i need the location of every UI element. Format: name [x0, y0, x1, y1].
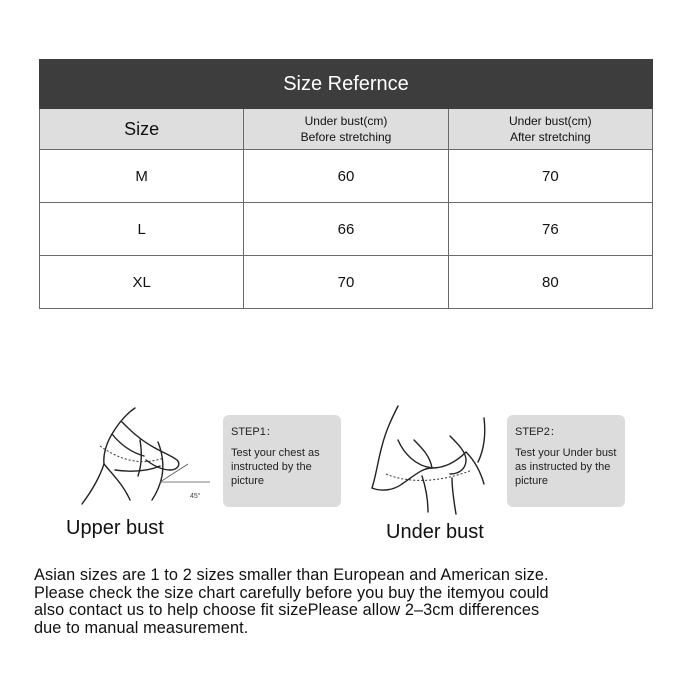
- upper-bust-label: Upper bust: [66, 517, 164, 539]
- cell-size: XL: [40, 256, 244, 309]
- header-after-stretching: [448, 109, 652, 150]
- angle-label: 45°: [190, 493, 201, 500]
- header-before-stretching: [244, 109, 448, 150]
- note-line-2: Please check the size chart carefully before you buy the itemyou could: [34, 583, 549, 602]
- note-line-4: due to manual measurement.: [34, 618, 249, 637]
- note-line-3: also contact us to help choose fit sizePlease allow 2–3cm differences: [34, 601, 540, 619]
- under-bust-illustration: [362, 400, 512, 520]
- step1-title: STEP1：: [231, 426, 277, 438]
- table-title-row: [40, 60, 653, 109]
- cell-size: M: [40, 150, 244, 203]
- table-row: [40, 150, 653, 203]
- table-row: [40, 256, 653, 309]
- header-after-line1: Under bust(cm): [508, 114, 592, 128]
- step2-box: [507, 415, 625, 507]
- step1-box: [223, 415, 341, 507]
- size-reference-table: [39, 59, 653, 309]
- header-before-line2: Before stretching: [300, 130, 392, 144]
- cell-before: 66: [244, 203, 448, 256]
- header-after-line2: After stretching: [509, 130, 591, 144]
- table-title: Size Refernce: [40, 60, 653, 109]
- step2-title: STEP2：: [515, 426, 561, 438]
- cell-after: 70: [448, 150, 652, 203]
- cell-before: 60: [244, 150, 448, 203]
- table-row: [40, 203, 653, 256]
- table-header-row: [40, 109, 653, 150]
- under-bust-label: Under bust: [386, 521, 484, 543]
- header-before-line1: Under bust(cm): [304, 114, 388, 128]
- note-line-1: Asian sizes are 1 to 2 sizes smaller than European and American size.: [34, 566, 549, 584]
- cell-size: L: [40, 203, 244, 256]
- cell-after: 76: [448, 203, 652, 256]
- upper-bust-illustration: [60, 400, 220, 515]
- step1-text: Test your chest as instructed by the picture: [231, 447, 320, 487]
- step2-text: Test your Under bust as instructed by the picture: [515, 447, 617, 487]
- header-size: Size: [40, 109, 244, 150]
- cell-after: 80: [448, 256, 652, 309]
- sizing-note: [34, 567, 684, 637]
- cell-before: 70: [244, 256, 448, 309]
